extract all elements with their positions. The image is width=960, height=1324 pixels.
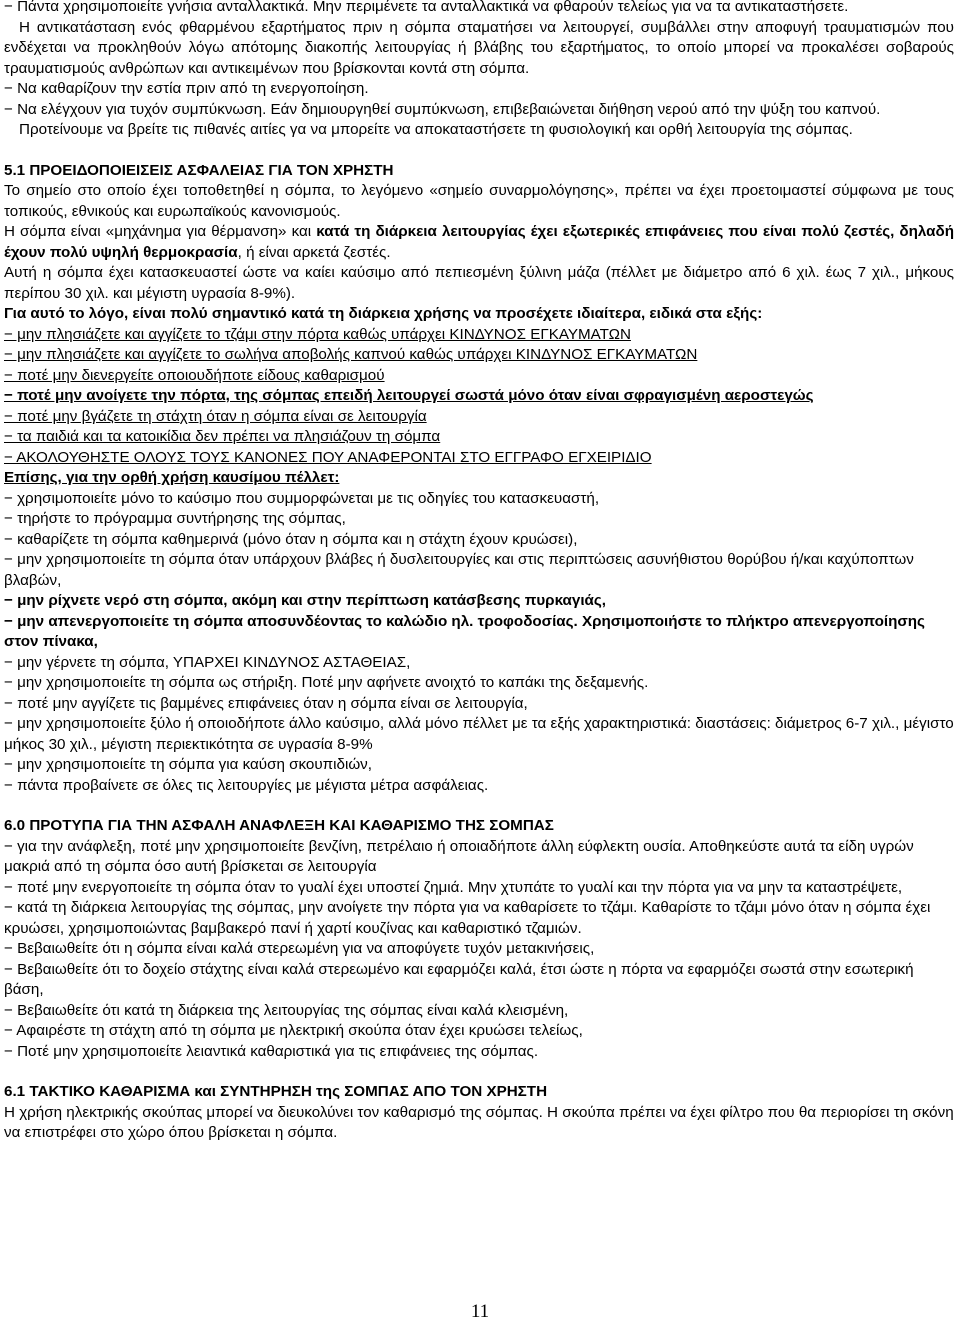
section-heading-6-0: 6.0 ΠΡΟΤΥΠΑ ΓΙΑ ΤΗΝ ΑΣΦΑΛΗ ΑΝΑΦΛΕΞΗ ΚΑΙ ΚΑΘΑΡΙΣΜΟ ΤΗΣ ΣΟΜΠΑΣ [4, 817, 554, 834]
intro-list-item: − Πάντα χρησιμοποιείτε γνήσια ανταλλακτικά. Μην περιμένετε τα ανταλλακτικά να φθαρούν τελείως για να τα αντικαταστήσετε. [4, 0, 849, 15]
list-item: − πάντα προβαίνετε σε όλες τις λειτουργίες με μέγιστα μέτρα ασφάλειας. [4, 776, 489, 794]
list-item: − χρησιμοποιείτε μόνο το καύσιμο που συμμορφώνεται με τις οδηγίες του κατασκευαστή, [4, 489, 600, 507]
list-item: − Βεβαιωθείτε ότι το δοχείο στάχτης είναι καλά στερεωμένο και εφαρμόζει καλά, έτσι ώστε η πόρτα να εφαρμόζει σωστά στην εσωτερική βάση, [4, 960, 914, 998]
list-item: − Αφαιρέστε τη στάχτη από τη σόμπα με ηλεκτρική σκούπα όταν έχει κρυώσει τελείως, [4, 1022, 583, 1039]
list-item: − καθαρίζετε τη σόμπα καθημερινά (μόνο όταν η σόμπα και η στάχτη έχουν κρυώσει), [4, 530, 578, 548]
warning-item: − ποτέ μην ανοίγετε την πόρτα, της σόμπας επειδή λειτουργεί σωστά μόνο όταν είναι σφραγισμένη αεροστεγώς [4, 387, 814, 404]
intro-paragraph: Η αντικατάσταση ενός φθαρμένου εξαρτήματος πριν η σόμπα σταματήσει να λειτουργεί, συμβάλλει στην αποφυγή τραυματισμών που ενδέχεται να προκληθούν λόγω απότομης διακοπής λειτουργίας ή βλάβης του εξαρτήματος, το οποίο μπορεί να προκαλέσει σοβαρούς τραυματισμούς ανθρώπων και αντικειμένων που βρίσκονται κοντά στη σόμπα. [4, 18, 954, 77]
warning-item: − ποτέ μην βγάζετε τη στάχτη όταν η σόμπα είναι σε λειτουργία [4, 407, 427, 425]
bold-paragraph: Για αυτό το λόγο, είναι πολύ σημαντικό κατά τη διάρκεια χρήσης να προσέχετε ιδιαίτερα, ειδικά στα εξής: [4, 305, 763, 322]
section-heading-5-1: 5.1 ΠΡΟΕΙΔΟΠΟΙΕΙΣΕΙΣ ΑΣΦΑΛΕΙΑΣ ΓΙΑ ΤΟΝ ΧΡΗΣΤΗ [4, 161, 394, 179]
paragraph: Το σημείο στο οποίο έχει τοποθετηθεί η σόμπα, το λεγόμενο «σημείο συναρμολόγησης», πρέπει να έχει προετοιμαστεί σύμφωνα με τους τοπικούς, εθνικούς και ευρωπαϊκούς κανονισμούς. [4, 182, 954, 220]
page-content [4, 0, 954, 1144]
warning-item: − ΑΚΟΛΟΥΘΗΣΤΕ ΟΛΟΥΣ ΤΟΥΣ ΚΑΝΟΝΕΣ ΠΟΥ ΑΝΑΦΕΡΟΝΤΑΙ ΣΤΟ ΕΓΓΡΑΦΟ ΕΓΧΕΙΡΙΔΙΟ [4, 448, 652, 466]
list-item: − κατά τη διάρκεια λειτουργίας της σόμπας, μην ανοίγετε την πόρτα για να καθαρίσετε το τζάμι. Καθαρίστε το τζάμι μόνο όταν η σόμπα έχει κρυώσει, χρησιμοποιώντας βαμβακερό πανί ή χαρτί κουζίνας και καθαριστικό τζαμιών. [4, 899, 931, 937]
list-item: − τηρήστε το πρόγραμμα συντήρησης της σόμπας, [4, 510, 346, 527]
list-item: − Βεβαιωθείτε ότι η σόμπα είναι καλά στερεωμένη για να αποφύγετε τυχόν μετακινήσεις, [4, 940, 595, 957]
list-item: − μην χρησιμοποιείτε ξύλο ή οποιοδήποτε άλλο καύσιμο, αλλά μόνο πέλλετ με τα εξής χαρακτηριστικά: διαστάσεις: διάμετρος 6-7 χιλ., μέγιστο μήκος 30 χιλ., μέγιστη περιεκτικότητα σε υγρασία 8-9% [4, 715, 954, 753]
intro-list-item: − Να ελέγχουν για τυχόν συμπύκνωση. Εάν δημιουργηθεί συμπύκνωση, επιβεβαιώνεται διήθηση νερού από την ψύξη του καπνού. [4, 100, 881, 118]
list-item: − μην απενεργοποιείτε τη σόμπα αποσυνδέοντας το καλώδιο ηλ. τροφοδοσίας. Χρησιμοποιήστε το πλήκτρο απενεργοποίησης στον πίνακα, [4, 612, 925, 650]
paragraph [4, 222, 954, 263]
warning-item: − μην πλησιάζετε και αγγίζετε το τζάμι στην πόρτα καθώς υπάρχει ΚΙΝΔΥΝΟΣ ΕΓΚΑΥΜΑΤΩΝ [4, 325, 631, 343]
bold-text-run: κατά τη διάρκεια λειτουργίας έχει εξωτερικές επιφάνειες που είναι πολύ ζεστές, δηλαδή έχουν πολύ υψηλή θερμοκρασία [4, 223, 954, 261]
text-run: Η σόμπα είναι «μηχάνημα για θέρμανση» και [4, 223, 317, 240]
list-item: − μην χρησιμοποιείτε τη σόμπα όταν υπάρχουν βλάβες ή δυσλειτουργίες και στις περιπτώσεις ασυνήθιστου θορύβου ή/και καχύποπτων βλαβών, [4, 551, 914, 589]
text-run: , ή είναι αρκετά ζεστές. [237, 243, 391, 261]
page-number: 11 [470, 1301, 490, 1322]
list-item: − μην ρίχνετε νερό στη σόμπα, ακόμη και στην περίπτωση κατάσβεσης πυρκαγιάς, [4, 592, 606, 609]
list-item: − για την ανάφλεξη, ποτέ μην χρησιμοποιείτε βενζίνη, πετρέλαιο ή οποιαδήποτε άλλη εύφλεκτη ουσία. Αποθηκεύστε αυτά τα είδη υγρών μακριά από τη σόμπα όσο αυτή βρίσκεται σε λειτουργία [4, 837, 914, 875]
list-item: − Ποτέ μην χρησιμοποιείτε λειαντικά καθαριστικά για τις επιφάνειες της σόμπας. [4, 1042, 539, 1060]
list-item: − ποτέ μην αγγίζετε τις βαμμένες επιφάνειες όταν η σόμπα είναι σε λειτουργία, [4, 694, 528, 712]
warning-item: − τα παιδιά και τα κατοικίδια δεν πρέπει να πλησιάζουν τη σόμπα [4, 428, 441, 445]
paragraph: Αυτή η σόμπα έχει κατασκευαστεί ώστε να καίει καύσιμο από πεπιεσμένη ξύλινη μάζα (πέλλετ με διάμετρο από 6 χιλ. έως 7 χιλ., μήκους περίπου 30 χιλ. και μέγιστη υγρασία 8-9%). [4, 264, 954, 302]
intro-list-item: − Να καθαρίζουν την εστία πριν από τη ενεργοποίηση. [4, 80, 369, 97]
paragraph: Η χρήση ηλεκτρικής σκούπας μπορεί να διευκολύνει τον καθαρισμό της σόμπας. Η σκούπα πρέπει να έχει φίλτρο που θα περιορίσει τη σκόνη να επιστρέφει στο χώρο όπου βρίσκεται η σόμπα. [4, 1103, 954, 1141]
section-heading-6-1: 6.1 ΤΑΚΤΙΚΟ ΚΑΘΑΡΙΣΜΑ και ΣΥΝΤΗΡΗΣΗ της ΣΟΜΠΑΣ ΑΠΟ ΤΟΝ ΧΡΗΣΤΗ [4, 1083, 548, 1100]
list-item: − ποτέ μην ενεργοποιείτε τη σόμπα όταν το γυαλί έχει υποστεί ζημιά. Μην χτυπάτε το γυαλί και την πόρτα για να μην τα καταστρέψετε, [4, 878, 903, 896]
warning-item: − ποτέ μην διενεργείτε οποιουδήποτε είδους καθαρισμού [4, 366, 385, 384]
subheading: Επίσης, για την ορθή χρήση καυσίμου πέλλετ: [4, 469, 340, 486]
warning-item: − μην πλησιάζετε και αγγίζετε το σωλήνα αποβολής καπνού καθώς υπάρχει ΚΙΝΔΥΝΟΣ ΕΓΚΑΥΜΑΤΩΝ [4, 346, 698, 363]
list-item: − μην χρησιμοποιείτε τη σόμπα ως στήριξη. Ποτέ μην αφήνετε ανοιχτό το καπάκι της δεξαμενής. [4, 674, 649, 691]
list-item: − μην χρησιμοποιείτε τη σόμπα για καύση σκουπιδιών, [4, 756, 372, 773]
intro-paragraph: Προτείνουμε να βρείτε τις πιθανές αιτίες γα να μπορείτε να αποκαταστήσετε τη φυσιολογική και ορθή λειτουργία της σόμπας. [19, 121, 853, 138]
list-item: − μην γέρνετε τη σόμπα, ΥΠΑΡΧΕΙ ΚΙΝΔΥΝΟΣ ΑΣΤΑΘΕΙΑΣ, [4, 653, 411, 671]
list-item: − Βεβαιωθείτε ότι κατά τη διάρκεια της λειτουργίας της σόμπας είναι καλά κλεισμένη, [4, 1001, 569, 1019]
